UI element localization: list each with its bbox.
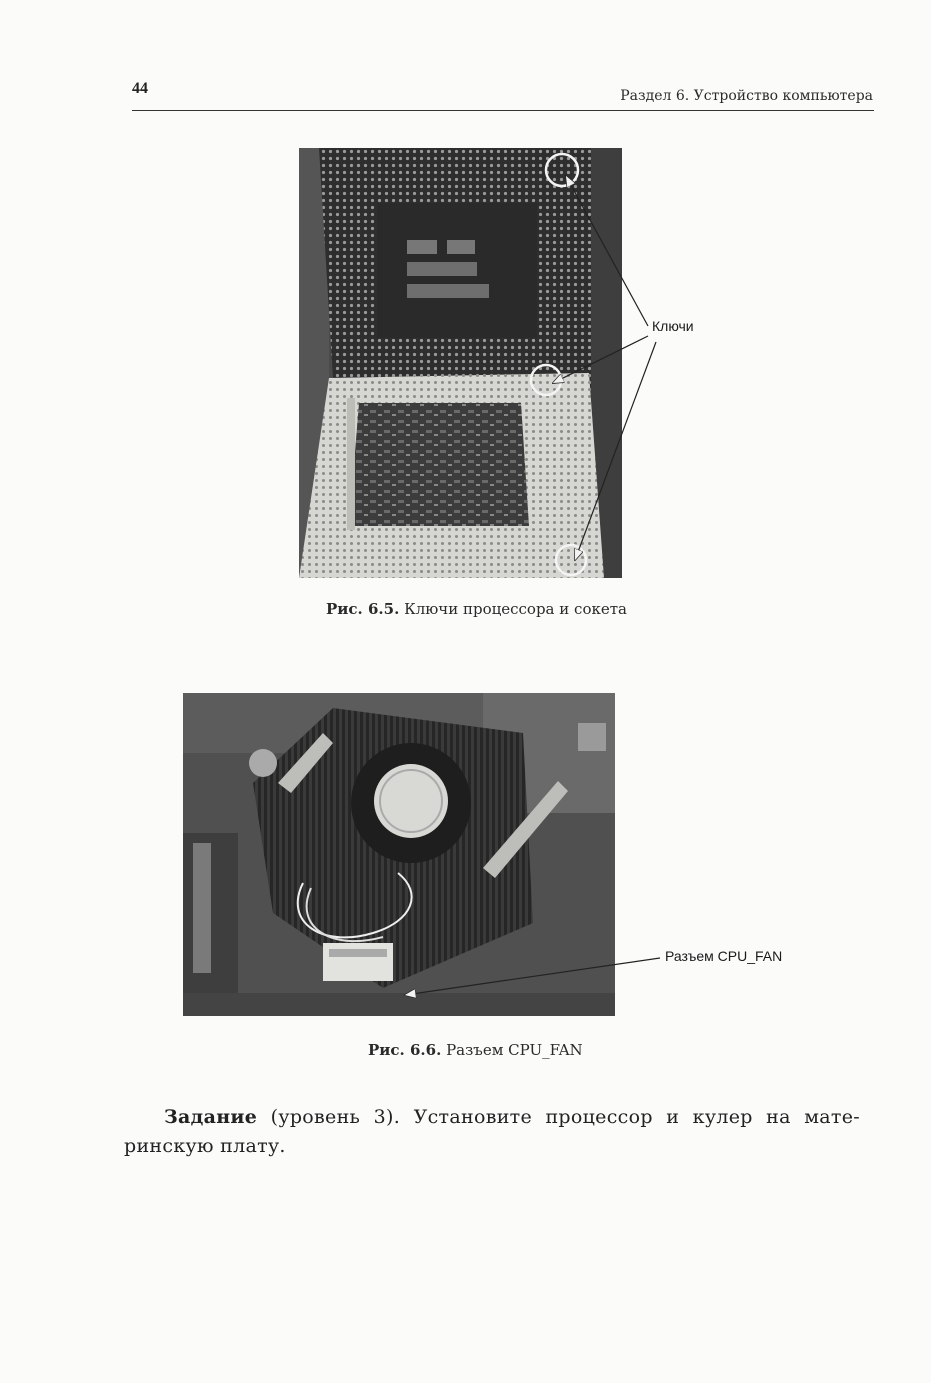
figure-6-5-caption-text: Ключи процессора и сокета <box>404 600 627 618</box>
task-line-1 <box>124 1103 860 1132</box>
task-label: Задание <box>164 1106 258 1128</box>
cpu-cooler-photo <box>183 693 615 1016</box>
task-text-line-2: ринскую плату. <box>124 1135 286 1157</box>
task-paragraph <box>124 1103 860 1161</box>
cpu-socket-photo <box>299 148 622 578</box>
keys-callout-label: Ключи <box>652 318 694 334</box>
figure-6-6-caption <box>368 1041 583 1059</box>
task-level: (уровень 3). <box>270 1106 401 1128</box>
figure-6-6-caption-label: Рис. 6.6. <box>368 1041 442 1059</box>
figure-6-6-caption-text: Разъем CPU_FAN <box>446 1041 583 1059</box>
header-rule <box>132 110 874 111</box>
task-text-line-1: Установите процессор и кулер на мате- <box>413 1106 860 1128</box>
running-header: Раздел 6. Устройство компьютера <box>620 88 873 104</box>
page-number: 44 <box>132 80 148 97</box>
figure-6-5-caption <box>326 600 627 618</box>
figure-6-5-caption-label: Рис. 6.5. <box>326 600 400 618</box>
cpu-fan-callout-label: Разъем CPU_FAN <box>665 948 783 964</box>
